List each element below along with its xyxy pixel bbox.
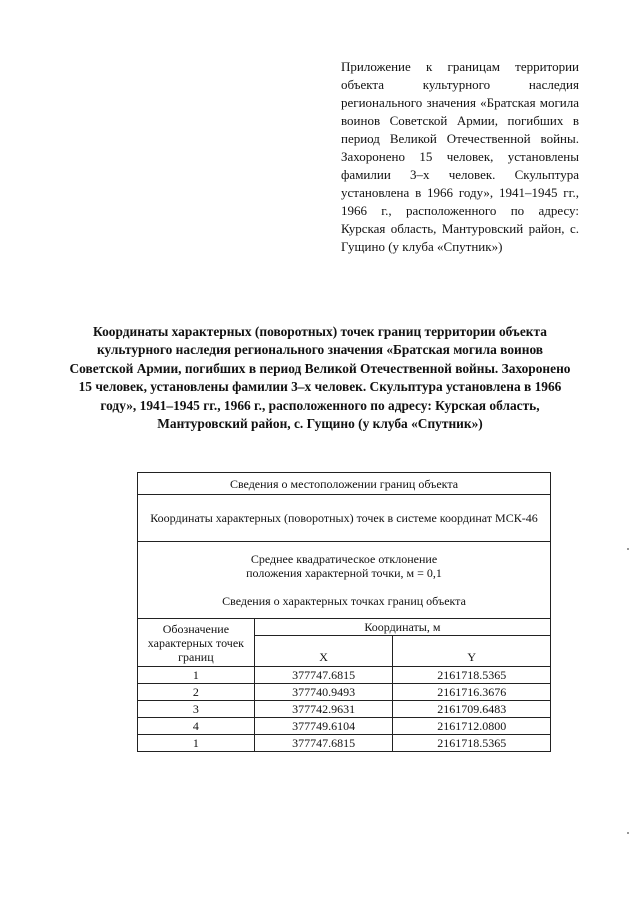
document-heading: Координаты характерных (поворотных) точек границ территории объекта культурного наследия регионального значения «Братская могила воинов Советской Армии, погибших в период Великой Отечественной войны. Захоронено 15 человек, установлены фамилии 3–х человек. Скульптура установлена в 1966 году», 1941–1945 гг., 1966 г., расположенного по адресу: Курская область, Мантуровский район, с. Гущино (у клуба «Спутник») (69, 324, 571, 432)
col-y-header: Y (393, 636, 551, 667)
table-row (138, 542, 551, 619)
point-cell: 1 (138, 667, 255, 684)
scan-speck (627, 548, 629, 550)
points-title: Сведения о характерных точках границ объекта (222, 594, 466, 608)
x-cell: 377747.6815 (254, 667, 393, 684)
annex-caption: Приложение к границам территории объекта культурного наследия регионального значения «Братская могила воинов Советской Армии, погибших в период Великой Отечественной войны. Захоронено 15 человек, установлены фамилии 3–х человек. Скульптура установлена в 1966 году», 1941–1945 гг., 1966 г., расположенного по адресу: Курская область, Мантуровский район, с. Гущино (у клуба «Спутник») (341, 59, 579, 254)
col-coords-header: Координаты, м (254, 619, 550, 636)
scan-speck (627, 832, 629, 834)
y-cell: 2161718.5365 (393, 667, 551, 684)
table-row (138, 667, 551, 684)
table-row (138, 495, 551, 542)
y-cell: 2161718.5365 (393, 735, 551, 752)
point-cell: 2 (138, 684, 255, 701)
table-row (138, 684, 551, 701)
x-cell: 377747.6815 (254, 735, 393, 752)
table-row (138, 718, 551, 735)
col-x-header: X (254, 636, 393, 667)
y-cell: 2161716.3676 (393, 684, 551, 701)
y-cell: 2161709.6483 (393, 701, 551, 718)
table-row (138, 473, 551, 495)
point-cell: 1 (138, 735, 255, 752)
deviation-line-1: Среднее квадратическое отклонение (250, 552, 438, 566)
coordinates-table (137, 472, 551, 752)
x-cell: 377740.9493 (254, 684, 393, 701)
y-cell: 2161712.0800 (393, 718, 551, 735)
col-point-header: Обозначение характерных точек границ (138, 619, 255, 667)
table-header-row (138, 619, 551, 636)
point-cell: 4 (138, 718, 255, 735)
x-cell: 377742.9631 (254, 701, 393, 718)
point-cell: 3 (138, 701, 255, 718)
coordinate-system-title: Координаты характерных (поворотных) точек в системе координат МСК-46 (138, 495, 551, 542)
deviation-cell (138, 542, 551, 619)
table-row (138, 701, 551, 718)
location-title: Сведения о местоположении границ объекта (138, 473, 551, 495)
deviation-line-2: положения характерной точки, м = 0,1 (246, 566, 442, 580)
x-cell: 377749.6104 (254, 718, 393, 735)
table-row (138, 735, 551, 752)
